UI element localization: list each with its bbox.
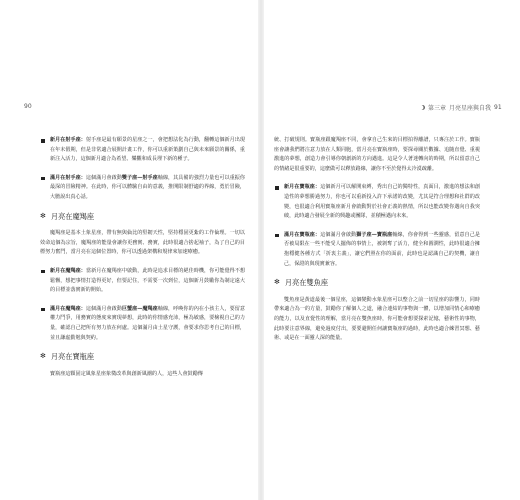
axis-sign-2: 魔羯座 <box>142 305 158 312</box>
bullet-label: 新月在射手座： <box>50 137 86 143</box>
paragraph-capricorn: 魔羯座是基本土象星座，帶有無與倫比的堅韌天性，堅持穩固更紮的工作倫理。一切以效命這個為宗旨，魔羯座的能量會讓你更務實、務實，此時很適合捨起袖子，為了自己的目標努力奮鬥，當月亮在這個位置時，你可以透過架構和規律來加速療癒。 <box>40 230 245 256</box>
bullet-label: 新月在魔羯座： <box>50 267 86 274</box>
left-page-body <box>40 136 245 388</box>
bullet-icon <box>275 186 279 190</box>
paragraph-aquarius-continued: 統、打破規則。寶瓶座跟魔羯座不同，會拿自己生來的目標拍得離譜，只專注於工作。寶瓶座會讓我們將注意力放在人類同胞，當月亮在寶瓶座時，要探尋關於數據、追隨直覺、重視激進的夢想，創造力會引導你朝創新的方向邁進。這是令人著迷轉向的時期，所以留意自己的情緒是很重要的，這麼做可以釋放路線，讓你不至於覺得太冷漠疏離。 <box>274 137 480 172</box>
bullet-full-moon-sagittarius <box>40 174 245 203</box>
axis-sign-1: 巨蟹座 <box>121 305 138 312</box>
bullet-text: 軸線，你會得到一些靈感，留意自己是否被局限在一些不能受人擺佈的事情上，被剝奪了活力，健全和圓潤性，此時很適合擁抱穩健各種方式「折衷主義」，讓它們照在你的面前，此時也是認識自己的契機，讓自己，保證的與現實兼容。 <box>284 231 480 267</box>
bullet-full-moon-capricorn <box>40 305 245 343</box>
bullet-text-intro: 這個滿月會啟動 <box>85 305 122 312</box>
paragraph-pisces: 雙魚座是黃道最後一個星座，這個變動水象星座可以整合之前一切星座的影響力，同時帶來適合為一的方量，鼓勵你了解個人之道，融合連結的事物與一體，以增加同情心和療癒的能力，以及直覺性的理解，當月亮在雙魚座時，你可能會想要探索記憶，藝術性的事物，此時要注意界線，避免過度付出，要要避開任何讓寶瓶座的過時，此時也適合練習冥想、藝術、或是在一面靈人深的能量。 <box>274 296 480 342</box>
bullet-icon <box>41 177 45 181</box>
star-icon: ✻ <box>40 211 46 220</box>
section-title: 月亮在魔羯座 <box>50 211 95 221</box>
bullet-label: 滿月在魔羯座： <box>50 305 86 312</box>
section-heading-capricorn <box>40 212 245 222</box>
axis-sign-1: 雙子座 <box>121 174 138 181</box>
paragraph-aquarius-start: 寶瓶座這顆固定風象星座象徵改革與創新風潮的人，這些人會鼓勵傳 <box>50 370 203 377</box>
bullet-text-intro: 這個滿月會啟動 <box>320 231 357 238</box>
section-title: 月亮在寶瓶座 <box>50 352 95 362</box>
section-heading-aquarius <box>40 352 245 362</box>
bullet-icon <box>41 308 45 312</box>
section-title: 月亮在雙魚座 <box>284 278 329 288</box>
bullet-label: 新月在寶瓶座： <box>284 184 321 191</box>
bullet-icon <box>41 139 45 143</box>
star-icon: ✻ <box>274 278 280 287</box>
book-gutter <box>258 0 264 500</box>
bullet-new-moon-aquarius <box>274 183 480 221</box>
right-page-number: 91 <box>494 104 502 111</box>
star-icon: ✻ <box>40 352 46 361</box>
bullet-text: 軸線，其具備的強烈力量也可以重振你最深的冒險精神。在此時，你可以體驗自由的意義，推開限制舒適的界線，勇於冒險，大膽說出真心話。 <box>50 174 245 200</box>
chapter-title: 月亮星座與自我 <box>449 105 492 112</box>
axis-dash: — <box>371 231 377 238</box>
axis-dash: — <box>137 305 143 312</box>
left-page-number: 90 <box>24 103 32 110</box>
axis-sign-1: 獅子座 <box>356 231 372 238</box>
chapter-label: 第三章 <box>428 105 447 112</box>
bullet-full-moon-aquarius <box>274 231 480 269</box>
bullet-text: 軸線，呼喚你的內在小孩主人，要留意權力鬥爭，用務實的態度來實現夢想，此時的你情感充沛，極為敏感，要檢視自己的力量，確認自己把所有努力放在何處。這個滿月由土星守護，會要求你思考自己的目標，並且謙虛勤勉與契約。 <box>50 305 245 341</box>
bullet-icon <box>41 270 45 274</box>
moon-icon <box>420 105 425 110</box>
axis-dash: — <box>137 174 143 181</box>
right-page-header <box>420 103 502 112</box>
axis-sign-2: 寶瓶座 <box>376 231 393 238</box>
bullet-text-intro: 這個滿月會啟動 <box>85 174 122 181</box>
bullet-text: 射手座是最有願景的星座之一，會把想法化為行動，翻轉這個新月出現在年末假期，但是非常適合展開計畫工作，你可以重新策劃自己與未來願景的關係，重新注入活力，這個新月適合為希望、樂觀和成長埋下新的種子。 <box>50 137 245 163</box>
bullet-icon <box>275 234 279 238</box>
bullet-label: 滿月在射手座： <box>50 174 86 181</box>
bullet-text: 這個新月可以解開束縛，秀出自己的獨特性，真面目，激進的想法和創造性的夢想勝過努力，你也可以重新投入許下承諾的改變，尤其是符合理想和社群的改變，也很適合利用寶瓶座新月會啟動對於社會正義的熱情，所以也能改變你邁向自我突破，此時適合發展全新的興趣或團隊，並積極邁向未來。 <box>284 184 480 220</box>
bullet-new-moon-sagittarius <box>40 136 245 165</box>
bullet-label: 滿月在寶瓶座： <box>284 231 321 238</box>
right-page-body <box>274 136 480 353</box>
section-heading-pisces <box>274 278 480 288</box>
bullet-new-moon-capricorn <box>40 267 245 296</box>
axis-sign-2: 射手座 <box>142 174 158 181</box>
bullet-text: 當新月在魔羯座中啟動，此時是追求目標的絕佳時機，你可能覺得不想鬆懈，想把事情打造得更好，但要記住，不需要一次到位，這個新月鼓勵你為制定遠大的目標並落實新的開始。 <box>50 267 245 294</box>
